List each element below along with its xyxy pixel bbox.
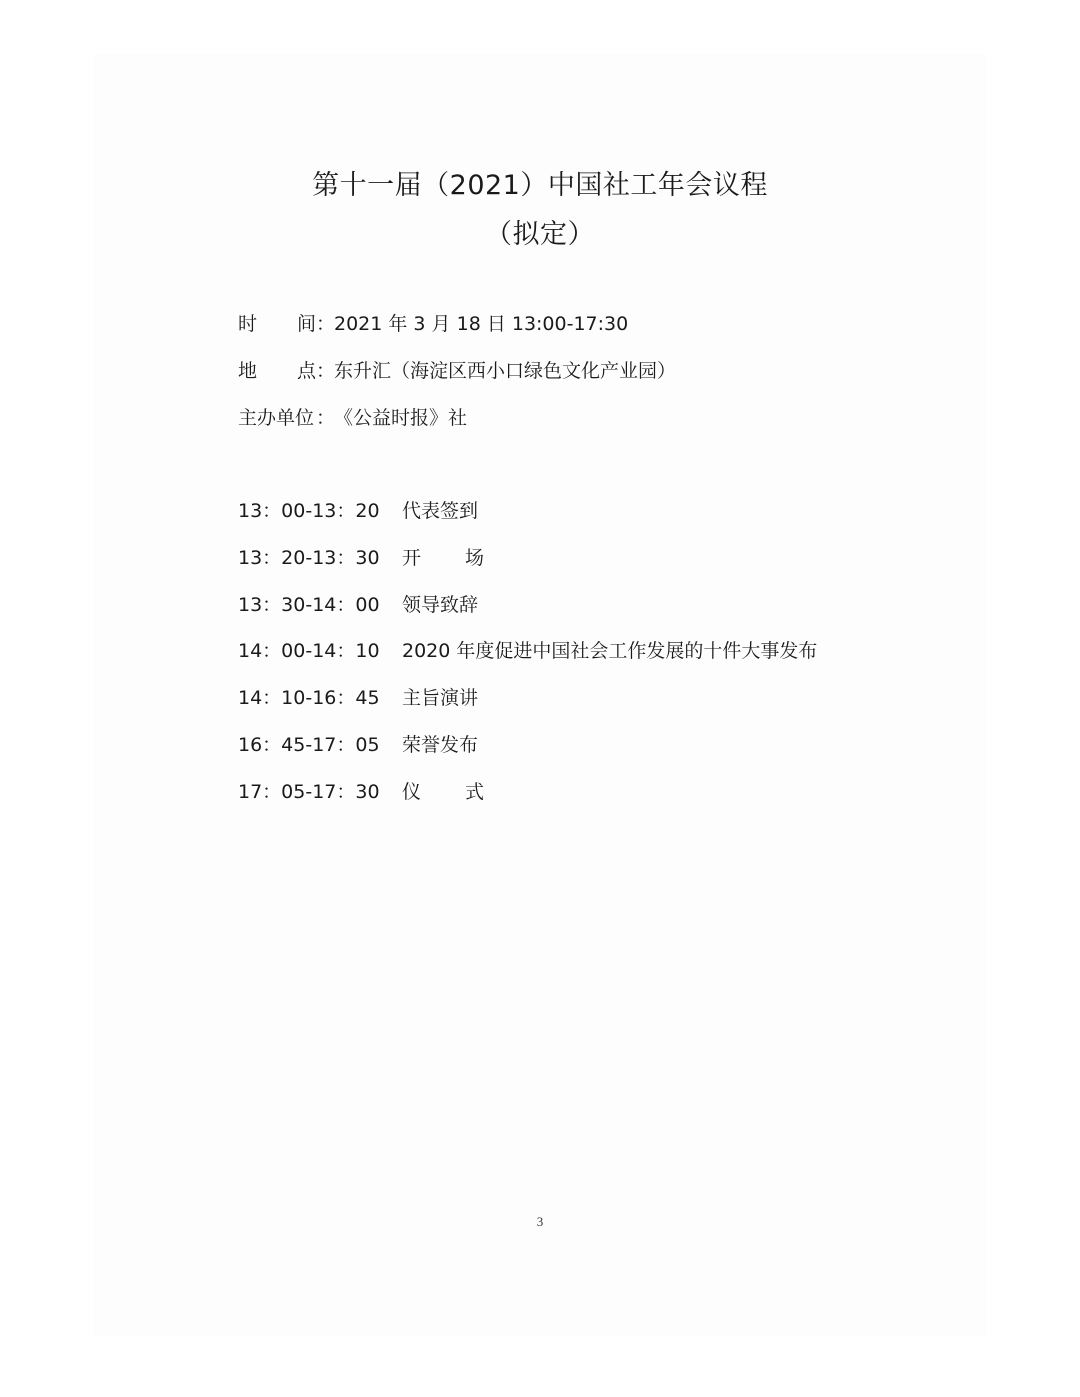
info-label-location: 地 点 xyxy=(238,360,316,382)
info-row-organizer xyxy=(238,404,467,432)
info-value-organizer: 《公益时报》社 xyxy=(334,407,468,429)
agenda-time: 13：20-13：30 xyxy=(238,547,380,569)
agenda-item: 2020 年度促进中国社会工作发展的十件大事发布 xyxy=(402,640,818,662)
agenda-time: 16：45-17：05 xyxy=(238,734,380,756)
agenda-row xyxy=(238,684,478,712)
info-colon: ： xyxy=(316,313,336,335)
info-colon: ： xyxy=(316,360,336,382)
agenda-row xyxy=(238,731,478,759)
agenda-time: 13：00-13：20 xyxy=(238,500,380,522)
agenda-item: 领导致辞 xyxy=(402,594,479,616)
agenda-item: 仪 式 xyxy=(402,781,484,803)
agenda-row xyxy=(238,637,817,665)
agenda-item: 主旨演讲 xyxy=(402,687,479,709)
info-value-location: 东升汇（海淀区西小口绿色文化产业园） xyxy=(334,360,677,382)
agenda-item: 开 场 xyxy=(402,547,484,569)
info-value-time: 2021 年 3 月 18 日 13:00-17:30 xyxy=(334,313,629,335)
info-row-time xyxy=(238,310,628,338)
agenda-item: 代表签到 xyxy=(402,500,479,522)
info-label-time: 时 间 xyxy=(238,313,316,335)
page-number: 3 xyxy=(536,1214,544,1229)
info-row-location xyxy=(238,357,676,385)
agenda-row xyxy=(238,591,478,619)
page-subtitle: （拟定） xyxy=(485,219,595,250)
agenda-time: 13：30-14：00 xyxy=(238,594,380,616)
agenda-time: 14：00-14：10 xyxy=(238,640,380,662)
agenda-time: 17：05-17：30 xyxy=(238,781,380,803)
info-label-organizer: 主办单位 xyxy=(238,407,315,429)
agenda-row xyxy=(238,778,484,806)
page-title: 第十一届（2021）中国社工年会议程 xyxy=(312,170,768,201)
agenda-item: 荣誉发布 xyxy=(402,734,479,756)
agenda-row xyxy=(238,497,478,525)
agenda-time: 14：10-16：45 xyxy=(238,687,380,709)
agenda-row xyxy=(238,544,484,572)
info-colon: ： xyxy=(316,407,336,429)
